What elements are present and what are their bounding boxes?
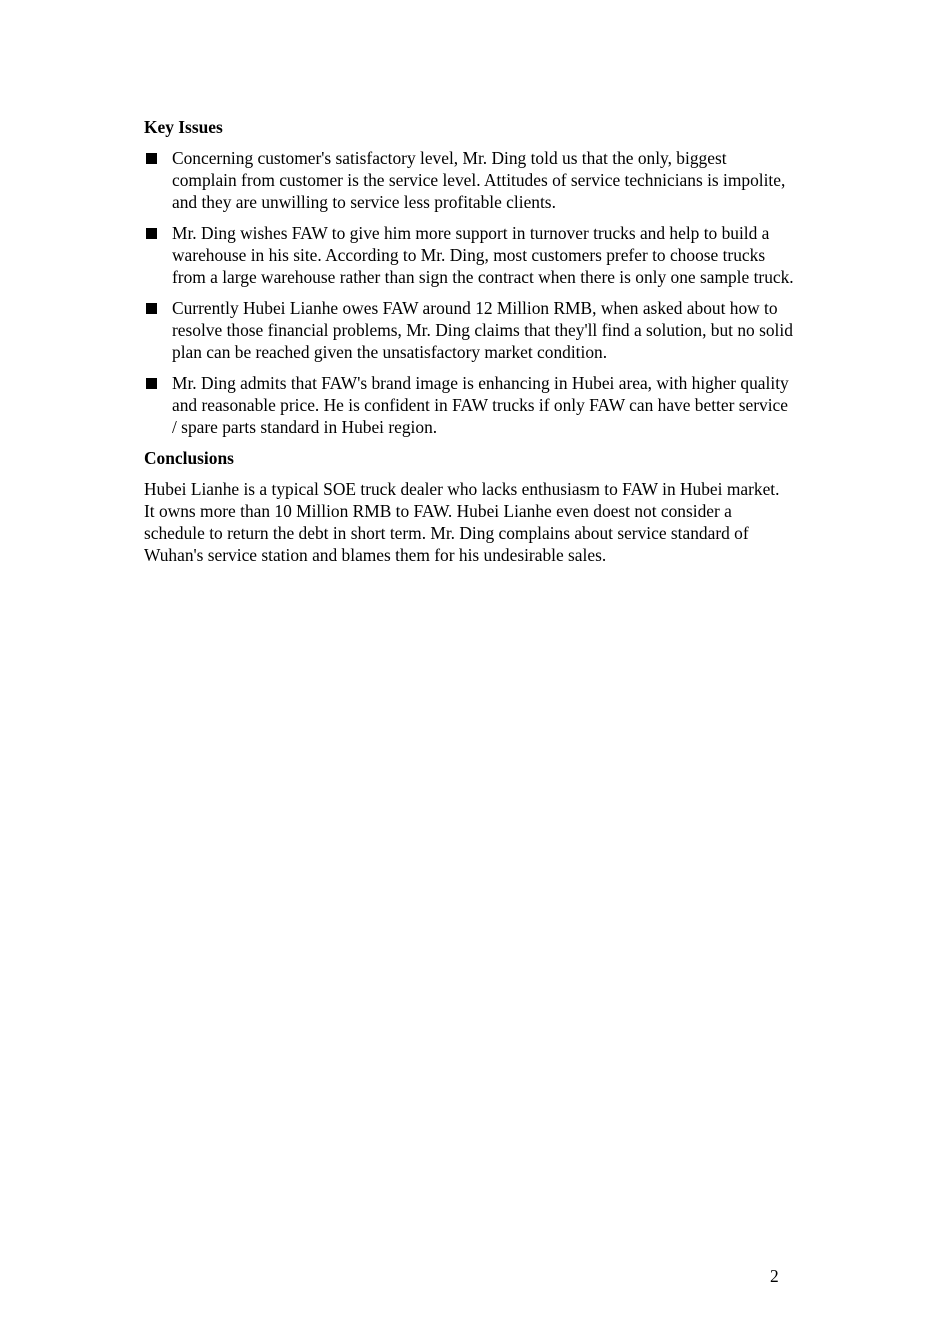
list-item-text: Currently Hubei Lianhe owes FAW around 12 Million RMB, when asked about how to resolve those financial problems, Mr. Ding claims that they'll find a solution, but no solid plan can be reached given the unsatisfactory market condition.: [172, 298, 793, 362]
list-item-text: Concerning customer's satisfactory level, Mr. Ding told us that the only, biggest complain from customer is the service level. Attitudes of service technicians is impolite, and they are unwilling to service less profitable clients.: [172, 148, 786, 212]
conclusions-paragraph: Hubei Lianhe is a typical SOE truck dealer who lacks enthusiasm to FAW in Hubei market. It owns more than 10 Million RMB to FAW. Hubei Lianhe even doest not consider a schedule to return the debt in short term. Mr. Ding complains about service standard of Wuhan's service station and blames them for his undesirable sales.: [144, 479, 780, 565]
list-item: [144, 297, 794, 363]
square-bullet-icon: [146, 153, 157, 164]
page-number: 2: [770, 1266, 779, 1286]
square-bullet-icon: [146, 228, 157, 239]
key-issues-list: [144, 147, 794, 438]
square-bullet-icon: [146, 303, 157, 314]
key-issues-heading: Key Issues: [144, 117, 223, 137]
list-item-text: Mr. Ding admits that FAW's brand image is enhancing in Hubei area, with higher quality and reasonable price. He is confident in FAW trucks if only FAW can have better service / spare parts standard in Hubei region.: [172, 373, 789, 437]
square-bullet-icon: [146, 378, 157, 389]
list-item: [144, 147, 794, 213]
conclusions-heading: Conclusions: [144, 448, 234, 468]
list-item-text: Mr. Ding wishes FAW to give him more support in turnover trucks and help to build a warehouse in his site. According to Mr. Ding, most customers prefer to choose trucks from a large warehouse rather than sign the contract when there is only one sample truck.: [172, 223, 794, 287]
list-item: [144, 372, 794, 438]
list-item: [144, 222, 794, 288]
document-body: [144, 116, 794, 566]
